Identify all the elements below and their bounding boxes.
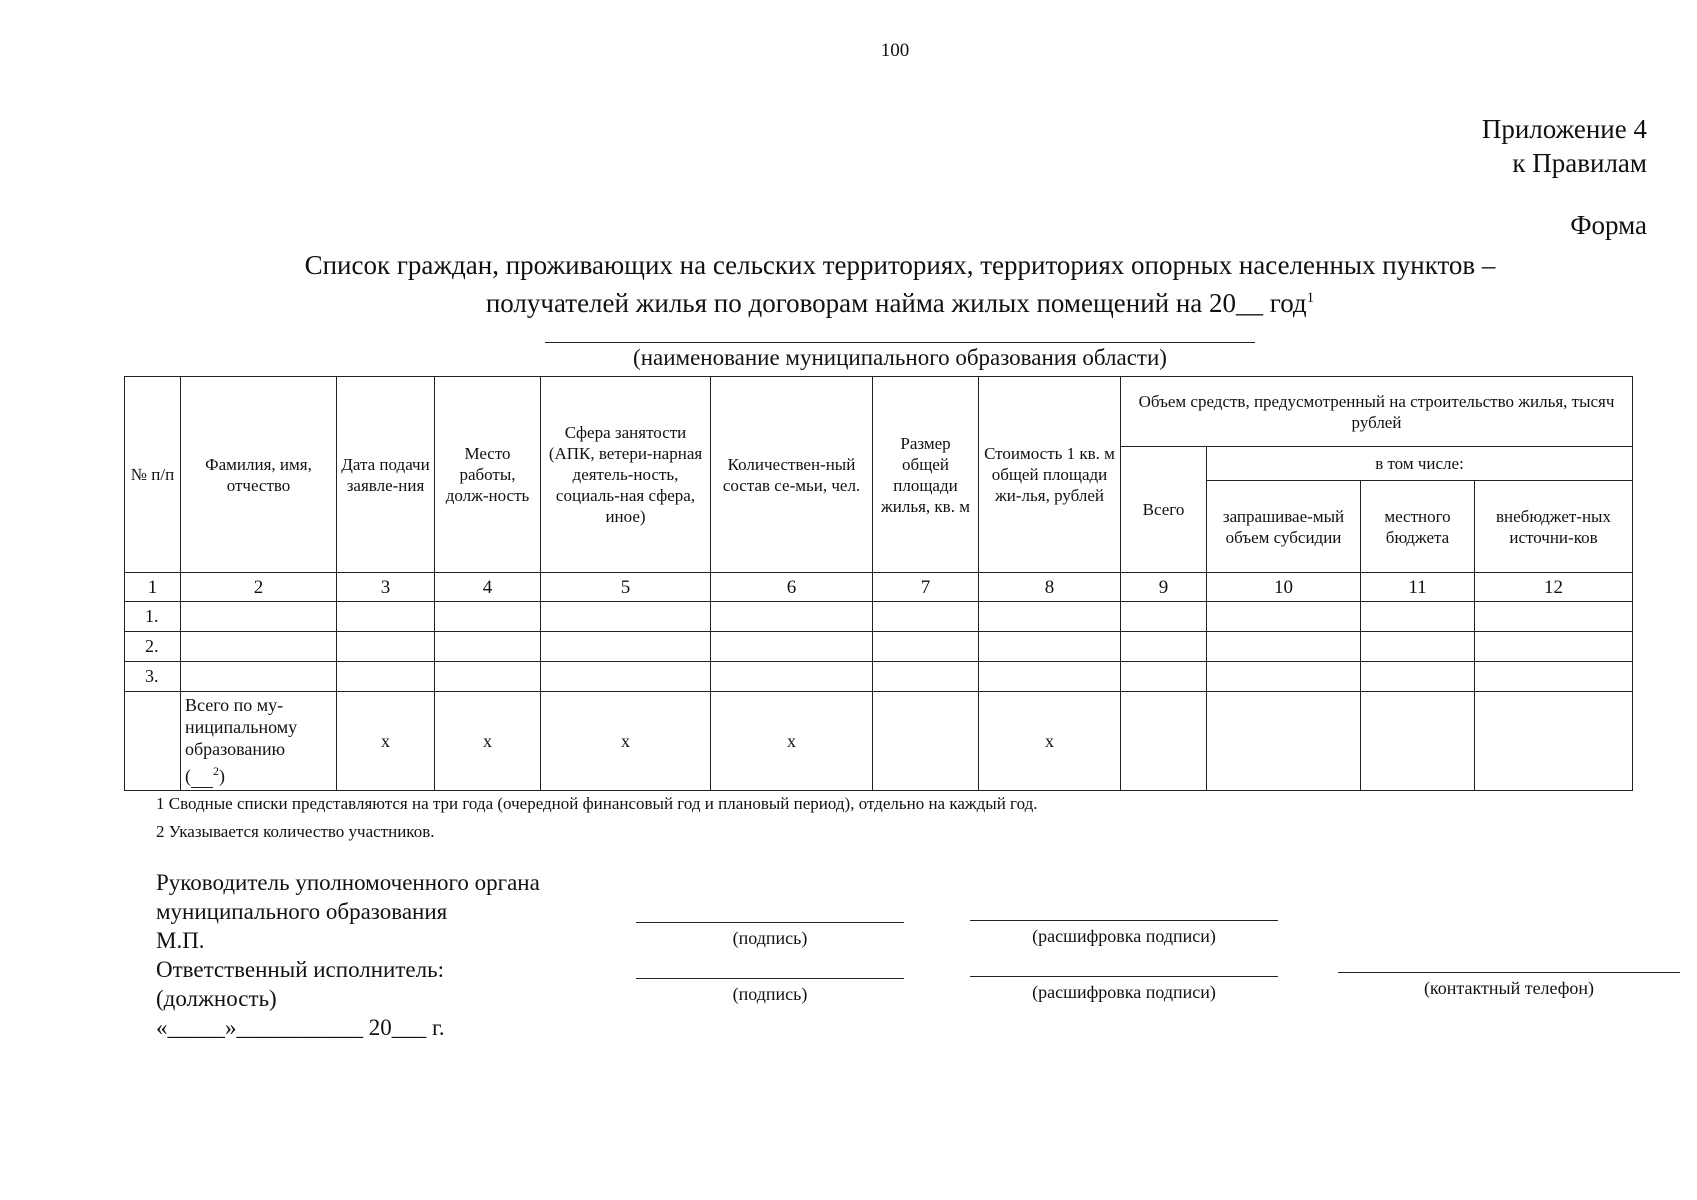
table-cell <box>711 602 873 632</box>
header-number: № п/п <box>125 377 181 573</box>
header-total: Всего <box>1121 447 1207 573</box>
table-cell <box>1121 662 1207 692</box>
total-row <box>125 692 1633 791</box>
header-requested-subsidy: запрашивае-мый объем субсидии <box>1207 481 1361 573</box>
signature-line <box>636 922 904 923</box>
header-cost-per-sqm: Стоимость 1 кв. м общей площади жи-лья, рублей <box>979 377 1121 573</box>
total-paren-open: ( <box>185 766 191 786</box>
municipality-caption: (наименование муниципального образования области) <box>633 345 1167 370</box>
column-number: 6 <box>711 573 873 602</box>
table-cell <box>1475 632 1633 662</box>
signature-line <box>636 978 904 979</box>
table-cell <box>435 602 541 632</box>
not-applicable-mark: х <box>711 692 873 791</box>
phone-caption: (контактный телефон) <box>1423 978 1595 998</box>
title-line-2-text: получателей жилья по договорам найма жилых помещений на 20__ год <box>485 288 1307 318</box>
table-cell <box>1121 692 1207 791</box>
header-full-name: Фамилия, имя, отчество <box>181 377 337 573</box>
document-title <box>200 249 1600 320</box>
annex-line-2: к Правилам <box>1512 148 1647 178</box>
head-title-line-2: муниципального образования <box>156 899 448 924</box>
signature-caption: (подпись) <box>732 928 808 948</box>
table-cell <box>1207 662 1361 692</box>
table-cell <box>1121 632 1207 662</box>
table-row <box>125 632 1633 662</box>
table-cell <box>1121 602 1207 632</box>
signer-block <box>156 868 540 1042</box>
footnote-1: 1 Сводные списки представляются на три года (очередной финансовый год и плановый период), отдельно на каждый год. <box>156 794 1038 813</box>
not-applicable-mark: х <box>435 692 541 791</box>
header-funds-group: Объем средств, предусмотренный на строительство жилья, тысяч рублей <box>1121 377 1633 447</box>
table-cell <box>337 662 435 692</box>
municipality-name-line <box>545 342 1255 343</box>
signature-caption: (подпись) <box>732 984 808 1004</box>
header-living-area: Размер общей площади жилья, кв. м <box>873 377 979 573</box>
table-row <box>125 662 1633 692</box>
table-cell <box>541 632 711 662</box>
executor-position: (должность) <box>156 986 277 1011</box>
table-cell <box>1361 662 1475 692</box>
executor-title: Ответственный исполнитель: <box>156 957 444 982</box>
not-applicable-mark: х <box>979 692 1121 791</box>
annex-line-1: Приложение 4 <box>1481 114 1647 144</box>
table-cell <box>1207 632 1361 662</box>
not-applicable-mark: х <box>337 692 435 791</box>
title-line-1: Список граждан, проживающих на сельских территориях, территориях опорных населенных пунктов – <box>304 250 1496 280</box>
table-cell <box>979 632 1121 662</box>
footnote-2: 2 Указывается количество участников. <box>156 822 435 841</box>
table-cell <box>1207 692 1361 791</box>
page-number: 100 <box>880 40 910 61</box>
title-line-2 <box>200 282 1600 320</box>
column-number: 3 <box>337 573 435 602</box>
header-including: в том числе: <box>1207 447 1633 481</box>
row-number: 1. <box>125 602 181 632</box>
table-cell <box>1361 632 1475 662</box>
table-cell <box>1475 602 1633 632</box>
table-cell <box>541 662 711 692</box>
table-cell <box>979 662 1121 692</box>
footnotes <box>156 790 1038 846</box>
form-label: Форма <box>1570 210 1647 240</box>
row-number: 2. <box>125 632 181 662</box>
total-footnote-mark: 2 <box>213 764 219 778</box>
decoding-line <box>970 976 1278 977</box>
total-paren-close: ) <box>219 766 225 786</box>
decoding-line <box>970 920 1278 921</box>
column-numbers-row <box>125 573 1633 602</box>
column-number: 8 <box>979 573 1121 602</box>
table-row <box>125 602 1633 632</box>
table-cell <box>1207 602 1361 632</box>
column-number: 11 <box>1361 573 1475 602</box>
column-number: 4 <box>435 573 541 602</box>
table-cell <box>181 662 337 692</box>
table-cell <box>125 692 181 791</box>
header-extrabudgetary: внебюджет-ных источни-ков <box>1475 481 1633 573</box>
table-cell <box>979 602 1121 632</box>
table-cell <box>181 632 337 662</box>
table-cell <box>1361 602 1475 632</box>
table-cell <box>435 632 541 662</box>
table-cell <box>337 632 435 662</box>
column-number: 9 <box>1121 573 1207 602</box>
header-application-date: Дата подачи заявле-ния <box>337 377 435 573</box>
column-number: 7 <box>873 573 979 602</box>
table-cell <box>873 632 979 662</box>
table-cell <box>1361 692 1475 791</box>
citizens-list-table <box>124 376 1633 791</box>
decoding-caption: (расшифровка подписи) <box>1032 982 1216 1002</box>
header-workplace: Место работы, долж-ность <box>435 377 541 573</box>
column-number: 1 <box>125 573 181 602</box>
title-footnote-mark: 1 <box>1306 290 1315 306</box>
annex-reference <box>1482 112 1647 180</box>
total-label-cell <box>181 692 337 791</box>
column-number: 10 <box>1207 573 1361 602</box>
row-number: 3. <box>125 662 181 692</box>
table-cell <box>873 662 979 692</box>
column-number: 2 <box>181 573 337 602</box>
table-cell <box>1475 662 1633 692</box>
table-cell <box>711 632 873 662</box>
decoding-caption: (расшифровка подписи) <box>1032 926 1216 946</box>
table-cell <box>435 662 541 692</box>
table-cell <box>541 602 711 632</box>
table-cell <box>873 692 979 791</box>
head-title-line-1: Руководитель уполномоченного органа <box>156 870 540 895</box>
table-cell <box>181 602 337 632</box>
phone-line <box>1338 972 1680 973</box>
header-local-budget: местного бюджета <box>1361 481 1475 573</box>
header-family-size: Количествен-ный состав се-мьи, чел. <box>711 377 873 573</box>
not-applicable-mark: х <box>541 692 711 791</box>
header-employment-sphere: Сфера занятости (АПК, ветери-нарная деятель-ность, социаль-ная сфера, иное) <box>541 377 711 573</box>
table-cell <box>337 602 435 632</box>
table-cell <box>711 662 873 692</box>
column-number: 12 <box>1475 573 1633 602</box>
column-number: 5 <box>541 573 711 602</box>
table-cell <box>1475 692 1633 791</box>
seal-placeholder: М.П. <box>156 928 205 953</box>
total-label: Всего по му-ниципальному образованию <box>185 695 298 759</box>
date-line: «_____»___________ 20___ г. <box>156 1015 445 1040</box>
table-cell <box>873 602 979 632</box>
